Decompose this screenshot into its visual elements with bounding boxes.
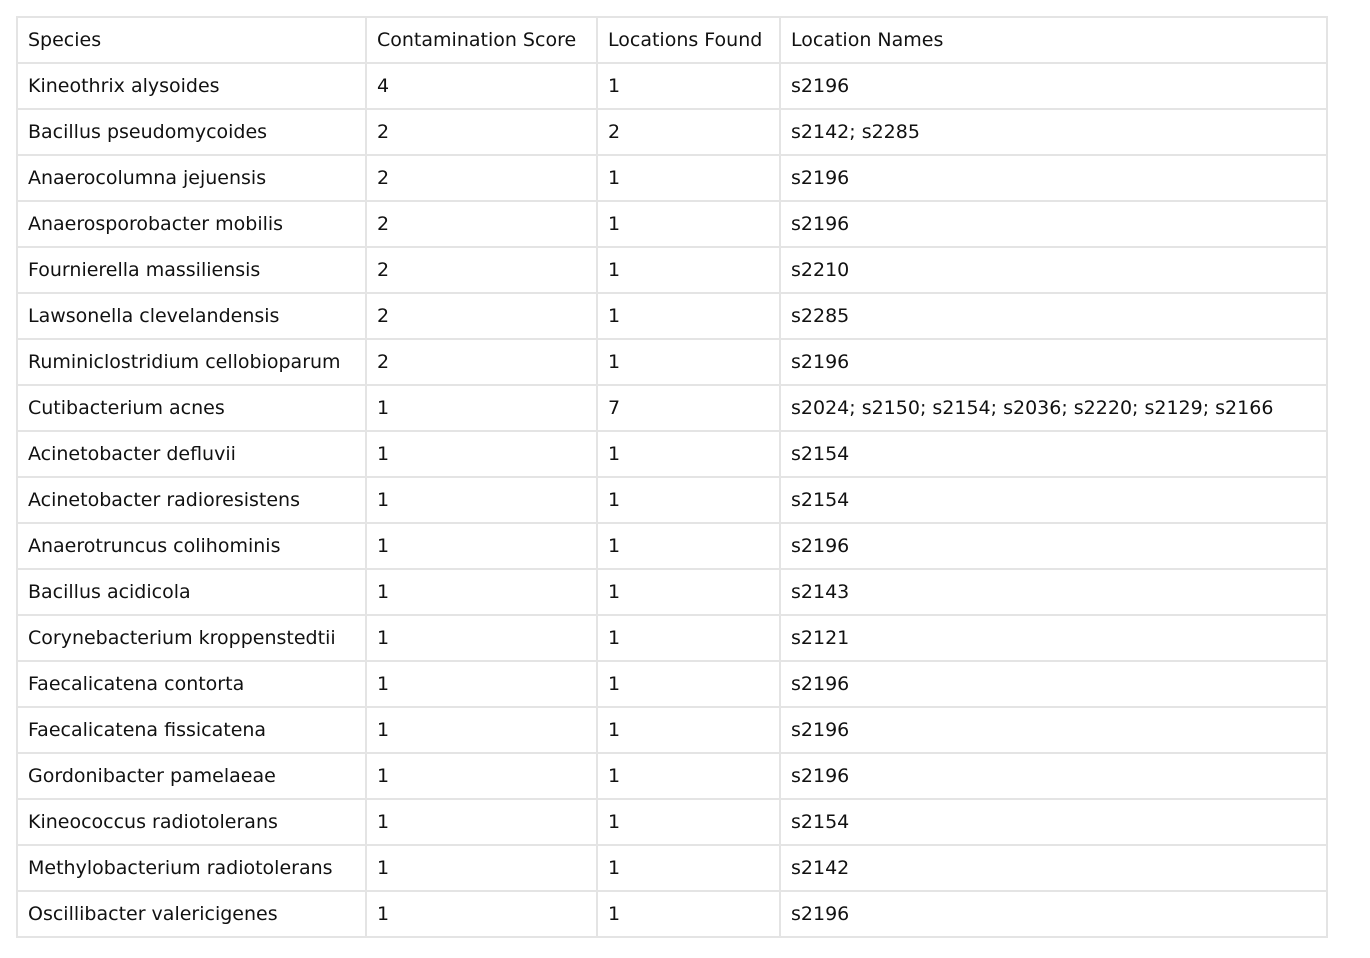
cell-locations-found: 1 xyxy=(597,753,780,799)
cell-contamination-score: 1 xyxy=(366,431,597,477)
cell-contamination-score: 2 xyxy=(366,155,597,201)
table-row xyxy=(17,661,1327,707)
cell-contamination-score: 1 xyxy=(366,477,597,523)
table-row xyxy=(17,385,1327,431)
table-row xyxy=(17,891,1327,937)
cell-location-names: s2154 xyxy=(780,431,1327,477)
table-row xyxy=(17,707,1327,753)
cell-locations-found: 1 xyxy=(597,661,780,707)
table-row xyxy=(17,431,1327,477)
cell-location-names: s2196 xyxy=(780,891,1327,937)
cell-locations-found: 1 xyxy=(597,431,780,477)
table-row xyxy=(17,155,1327,201)
cell-location-names: s2196 xyxy=(780,661,1327,707)
table-row xyxy=(17,109,1327,155)
cell-contamination-score: 1 xyxy=(366,569,597,615)
cell-locations-found: 1 xyxy=(597,707,780,753)
cell-locations-found: 1 xyxy=(597,339,780,385)
cell-locations-found: 1 xyxy=(597,845,780,891)
cell-species: Anaerosporobacter mobilis xyxy=(17,201,366,247)
table-row xyxy=(17,293,1327,339)
cell-species: Cutibacterium acnes xyxy=(17,385,366,431)
cell-contamination-score: 1 xyxy=(366,799,597,845)
cell-species: Faecalicatena contorta xyxy=(17,661,366,707)
cell-species: Kineothrix alysoides xyxy=(17,63,366,109)
cell-location-names: s2154 xyxy=(780,799,1327,845)
cell-location-names: s2024; s2150; s2154; s2036; s2220; s2129; s2166 xyxy=(780,385,1327,431)
cell-locations-found: 2 xyxy=(597,109,780,155)
cell-location-names: s2143 xyxy=(780,569,1327,615)
cell-contamination-score: 4 xyxy=(366,63,597,109)
cell-species: Bacillus acidicola xyxy=(17,569,366,615)
table-row xyxy=(17,523,1327,569)
cell-locations-found: 7 xyxy=(597,385,780,431)
cell-locations-found: 1 xyxy=(597,293,780,339)
cell-location-names: s2196 xyxy=(780,155,1327,201)
cell-species: Kineococcus radiotolerans xyxy=(17,799,366,845)
column-header-location-names: Location Names xyxy=(780,17,1327,63)
cell-contamination-score: 1 xyxy=(366,615,597,661)
table-row xyxy=(17,63,1327,109)
header-row xyxy=(17,17,1327,63)
cell-locations-found: 1 xyxy=(597,477,780,523)
cell-species: Gordonibacter pamelaeae xyxy=(17,753,366,799)
cell-species: Oscillibacter valericigenes xyxy=(17,891,366,937)
cell-location-names: s2196 xyxy=(780,753,1327,799)
cell-locations-found: 1 xyxy=(597,155,780,201)
cell-location-names: s2196 xyxy=(780,201,1327,247)
cell-locations-found: 1 xyxy=(597,63,780,109)
cell-species: Faecalicatena fissicatena xyxy=(17,707,366,753)
cell-contamination-score: 2 xyxy=(366,109,597,155)
cell-location-names: s2142 xyxy=(780,845,1327,891)
column-header-species: Species xyxy=(17,17,366,63)
cell-contamination-score: 1 xyxy=(366,707,597,753)
table-row xyxy=(17,569,1327,615)
table-row xyxy=(17,477,1327,523)
cell-contamination-score: 2 xyxy=(366,247,597,293)
cell-locations-found: 1 xyxy=(597,201,780,247)
cell-location-names: s2142; s2285 xyxy=(780,109,1327,155)
cell-location-names: s2196 xyxy=(780,523,1327,569)
cell-contamination-score: 1 xyxy=(366,845,597,891)
table-row xyxy=(17,201,1327,247)
cell-location-names: s2210 xyxy=(780,247,1327,293)
cell-contamination-score: 1 xyxy=(366,523,597,569)
table-row xyxy=(17,753,1327,799)
cell-species: Lawsonella clevelandensis xyxy=(17,293,366,339)
cell-species: Anaerotruncus colihominis xyxy=(17,523,366,569)
cell-locations-found: 1 xyxy=(597,799,780,845)
cell-location-names: s2121 xyxy=(780,615,1327,661)
table-header xyxy=(17,17,1327,63)
table-row xyxy=(17,247,1327,293)
table-row xyxy=(17,615,1327,661)
table-container xyxy=(16,16,1328,938)
cell-contamination-score: 1 xyxy=(366,385,597,431)
cell-contamination-score: 1 xyxy=(366,661,597,707)
table-row xyxy=(17,845,1327,891)
cell-contamination-score: 2 xyxy=(366,339,597,385)
table-row xyxy=(17,339,1327,385)
contamination-table xyxy=(16,16,1328,938)
cell-location-names: s2196 xyxy=(780,339,1327,385)
cell-locations-found: 1 xyxy=(597,523,780,569)
cell-contamination-score: 1 xyxy=(366,891,597,937)
column-header-locations-found: Locations Found xyxy=(597,17,780,63)
cell-species: Corynebacterium kroppenstedtii xyxy=(17,615,366,661)
cell-locations-found: 1 xyxy=(597,569,780,615)
cell-location-names: s2154 xyxy=(780,477,1327,523)
cell-species: Bacillus pseudomycoides xyxy=(17,109,366,155)
cell-locations-found: 1 xyxy=(597,247,780,293)
cell-location-names: s2196 xyxy=(780,707,1327,753)
cell-location-names: s2196 xyxy=(780,63,1327,109)
cell-location-names: s2285 xyxy=(780,293,1327,339)
cell-locations-found: 1 xyxy=(597,891,780,937)
cell-species: Methylobacterium radiotolerans xyxy=(17,845,366,891)
cell-species: Fournierella massiliensis xyxy=(17,247,366,293)
table-body xyxy=(17,63,1327,937)
cell-species: Acinetobacter radioresistens xyxy=(17,477,366,523)
cell-contamination-score: 2 xyxy=(366,201,597,247)
cell-contamination-score: 1 xyxy=(366,753,597,799)
cell-species: Anaerocolumna jejuensis xyxy=(17,155,366,201)
column-header-contamination-score: Contamination Score xyxy=(366,17,597,63)
cell-species: Acinetobacter defluvii xyxy=(17,431,366,477)
table-row xyxy=(17,799,1327,845)
cell-species: Ruminiclostridium cellobioparum xyxy=(17,339,366,385)
cell-locations-found: 1 xyxy=(597,615,780,661)
cell-contamination-score: 2 xyxy=(366,293,597,339)
